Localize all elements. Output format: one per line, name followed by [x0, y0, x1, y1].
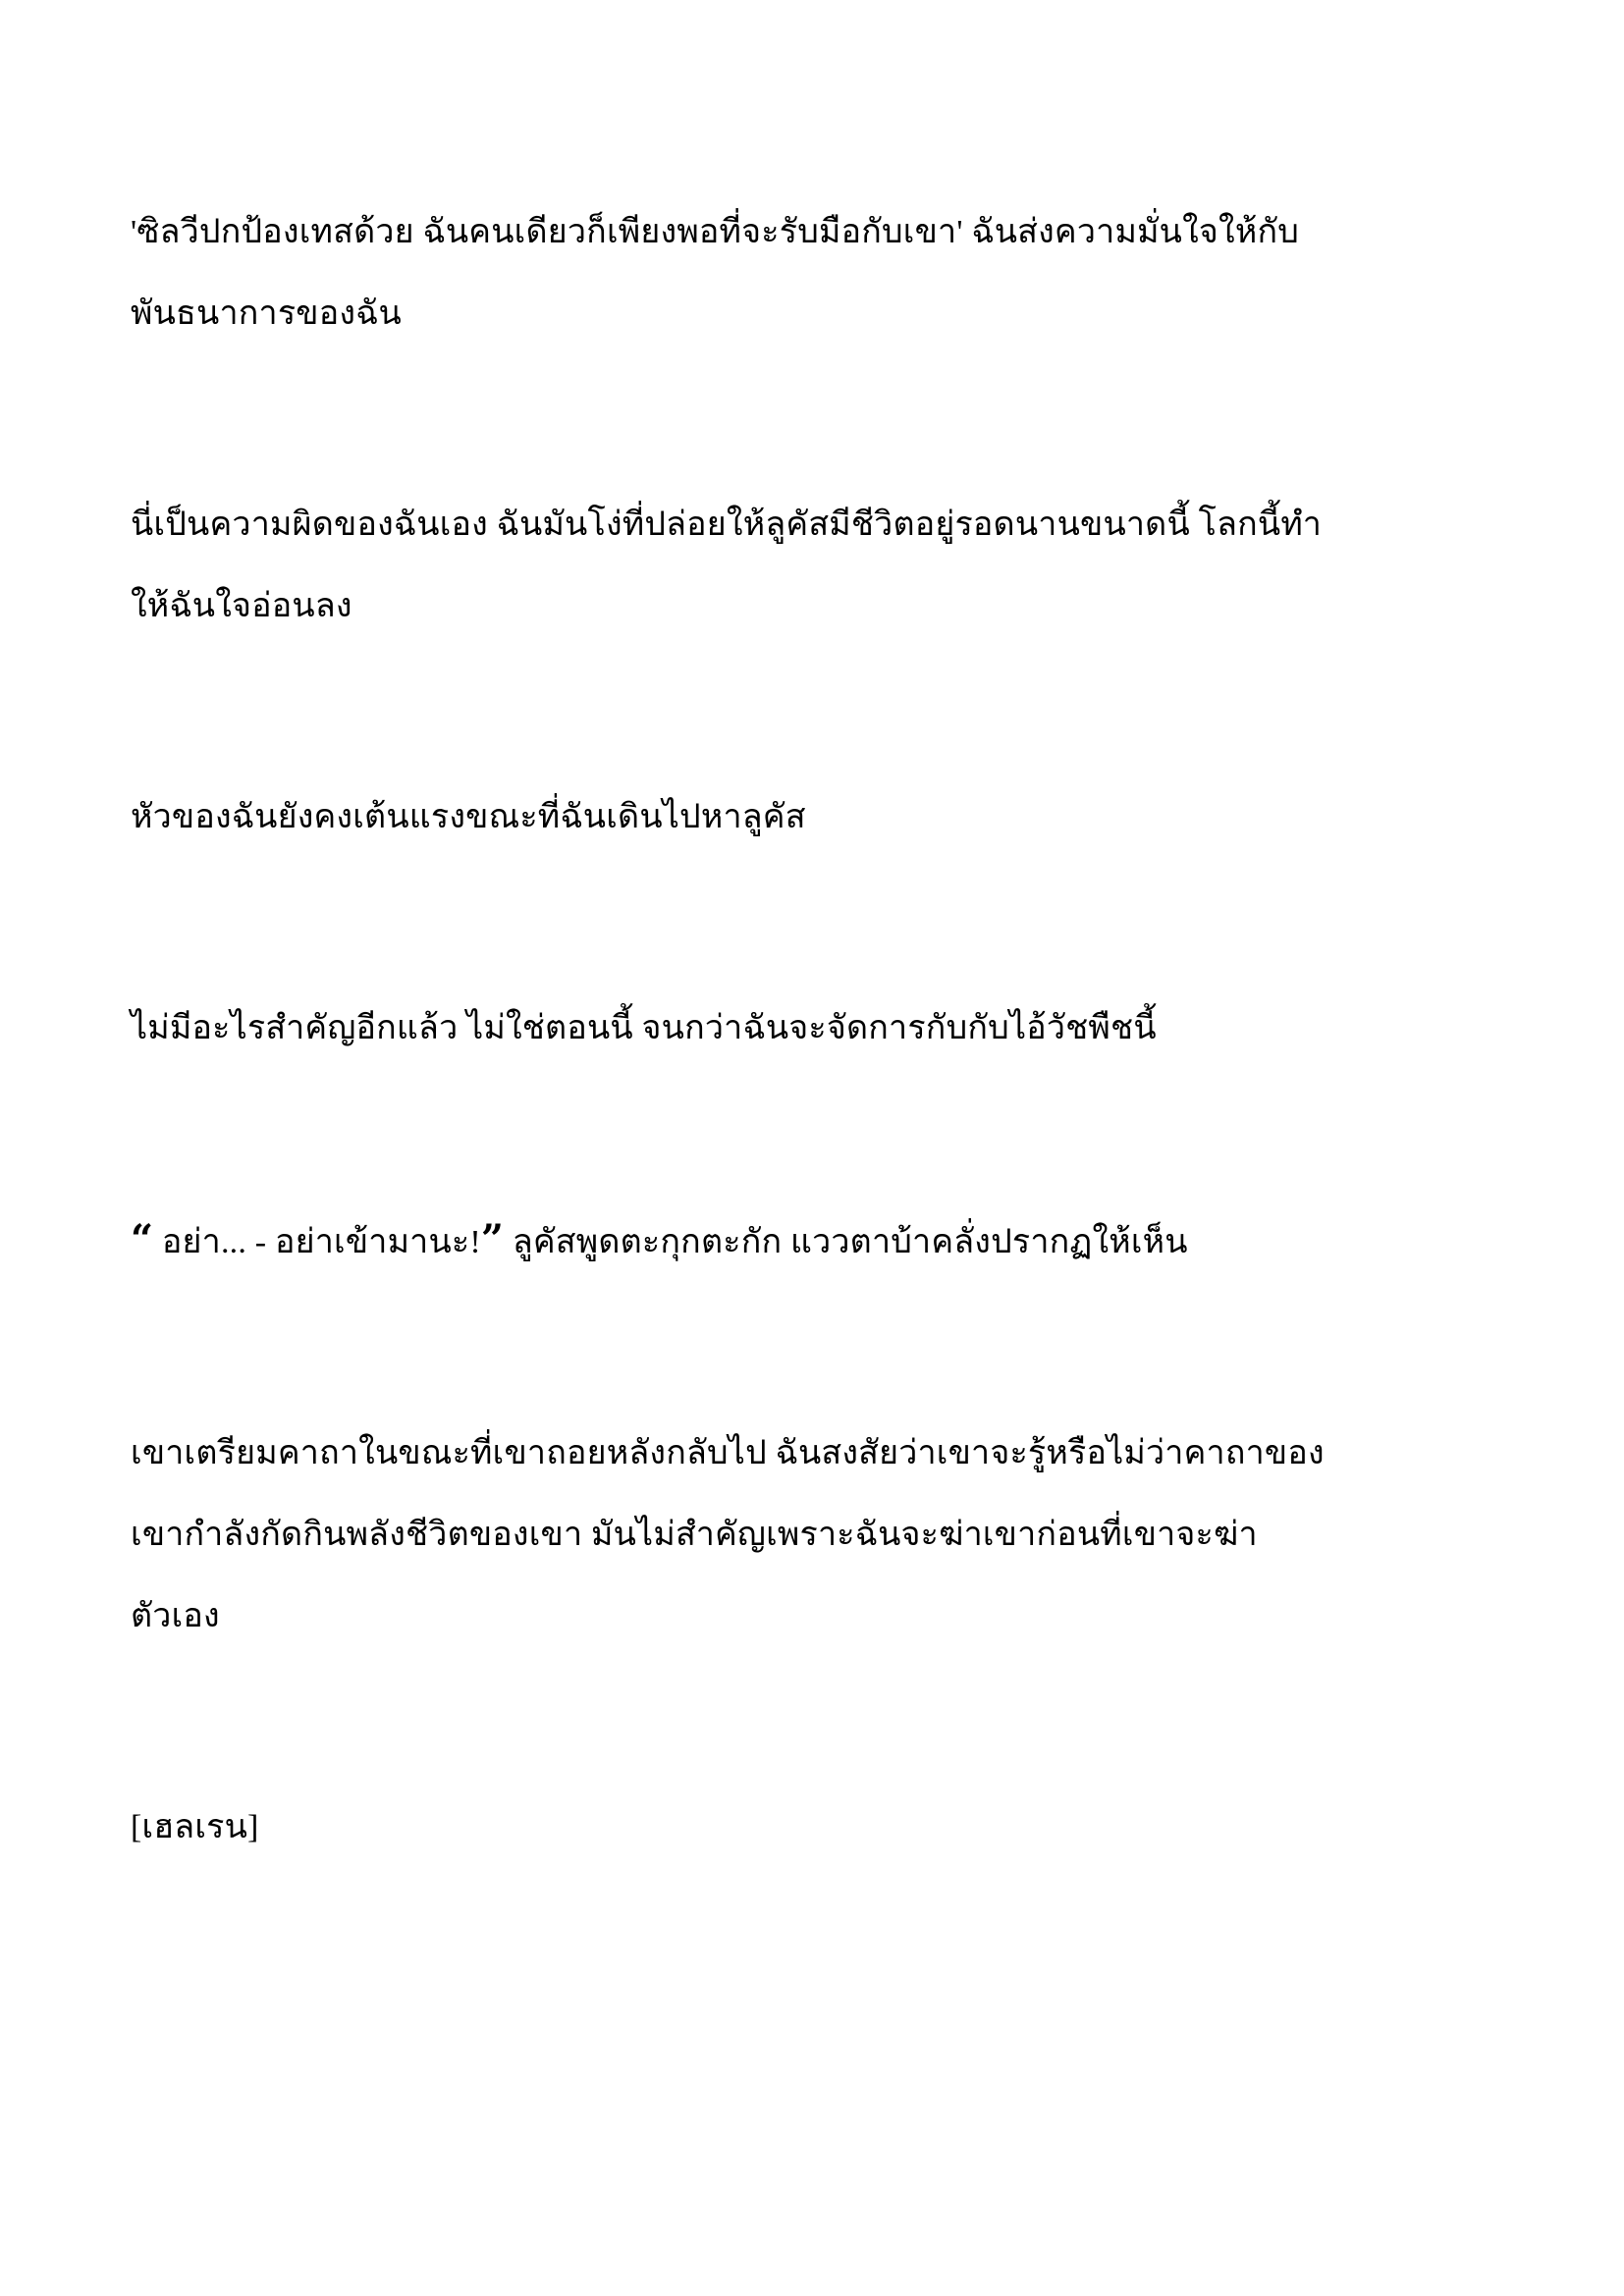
- paragraph: [131, 191, 1496, 354]
- paragraph-line: [131, 1199, 1496, 1283]
- paragraph-line: เขากำลังกัดกินพลังชีวิตของเขา มันไม่สำคัญเพราะฉันจะฆ่าเขาก่อนที่เขาจะฆ่า: [131, 1517, 1258, 1553]
- paragraph-line: นี่เป็นความผิดของฉันเอง ฉันมันโง่ที่ปล่อยให้ลูคัสมีชีวิตอยู่รอดนานขนาดนี้ โลกนี้ทำ: [131, 507, 1323, 543]
- paragraph: [131, 988, 1496, 1069]
- paragraph-line: 'ซิลวีปกป้องเทสด้วย ฉันคนเดียวก็เพียงพอที่จะรับมือกับเขา' ฉันส่งความมั่นใจให้กับ: [131, 214, 1300, 250]
- paragraph-line: หัวของฉันยังคงเต้นแรงขณะที่ฉันเดินไปหาลูคัส: [131, 799, 806, 835]
- paragraph-speaker-tag: [131, 1787, 1496, 1868]
- paragraph: [131, 776, 1496, 858]
- speech-attribution: ลูคัสพูดตะกุกตะกัก แววตาบ้าคลั่งปรากฏให้เห็น: [504, 1224, 1188, 1260]
- paragraph-line: [เฮลเรน]: [131, 1809, 259, 1845]
- paragraph: [131, 1413, 1496, 1657]
- quoted-speech: อย่า... - อย่าเข้ามานะ!: [153, 1224, 481, 1260]
- paragraph-line: ให้ฉันใจอ่อนลง: [131, 588, 352, 624]
- open-quote: “: [131, 1216, 154, 1262]
- close-quote: ”: [480, 1216, 505, 1262]
- paragraph-line: พันธนาการของฉัน: [131, 295, 402, 332]
- paragraph-dialogue: [131, 1199, 1496, 1283]
- paragraph: [131, 484, 1496, 647]
- paragraph-line: ตัวเอง: [131, 1598, 220, 1634]
- paragraph-line: เขาเตรียมคาถาในขณะที่เขาถอยหลังกลับไป ฉันสงสัยว่าเขาจะรู้หรือไม่ว่าคาถาของ: [131, 1435, 1325, 1471]
- paragraph-line: ไม่มีอะไรสำคัญอีกแล้ว ไม่ใช่ตอนนี้ จนกว่าฉันจะจัดการกับกับไอ้วัชพืชนี้: [131, 1010, 1157, 1046]
